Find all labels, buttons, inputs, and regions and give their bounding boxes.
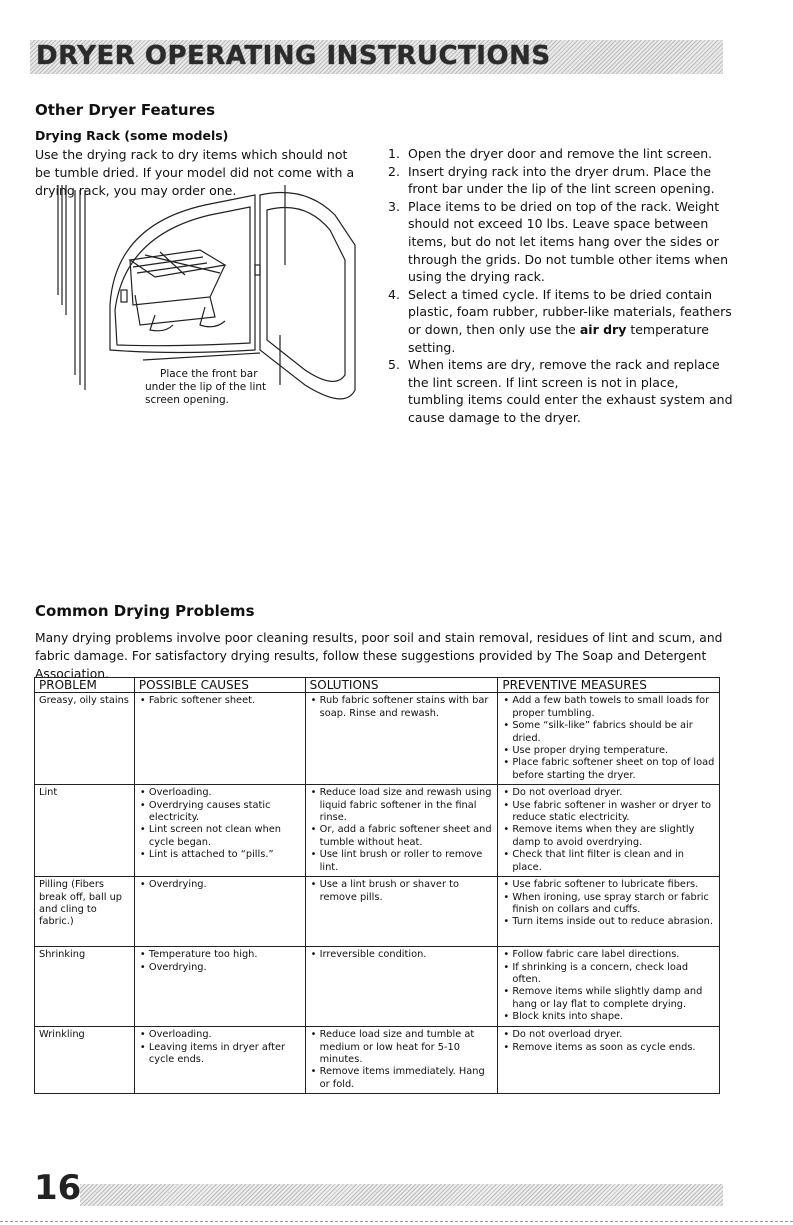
list-item: • Overloading. [139,1029,301,1041]
list-item: • Irreversible condition. [310,949,494,961]
measures-cell [498,1027,720,1094]
measures-cell [498,785,720,877]
causes-cell [134,785,305,877]
page-title: DRYER OPERATING INSTRUCTIONS [36,41,551,71]
list-item: • Do not overload dryer. [502,787,715,799]
problem-cell: Greasy, oily stains [35,693,135,785]
table-header: PROBLEM [35,678,135,693]
list-item: • Place fabric softener sheet on top of load before starting the dryer. [502,757,715,782]
list-item: • Remove items while slightly damp and hang or lay flat to complete drying. [502,986,715,1011]
causes-cell [134,1027,305,1094]
figure-caption-line-3: screen opening. [145,394,230,406]
common-problems-intro: Many drying problems involve poor cleaning results, poor soil and stain removal, residues of lint and scum, and fabric damage. For satisfactory drying results, follow these suggestions provided by The Soap and Detergent Association. [35,631,723,681]
problem-cell: Pilling (Fibers break off, ball up and cling to fabric.) [35,877,135,947]
drying-rack-steps [388,145,733,427]
problem-cell: Shrinking [35,947,135,1027]
list-item: • Use proper drying temperature. [502,745,715,757]
list-item: • Lint screen not clean when cycle began. [139,824,301,849]
step-4: 4. Select a timed cycle. If items to be dried contain plastic, foam rubber, rubber-like materials, feathers or down, then only use the air dry temperature setting. [388,286,732,355]
list-item: • Overdrying. [139,879,301,891]
problem-cell: Lint [35,785,135,877]
solutions-cell [305,1027,498,1094]
figure-caption-line-1: Place the front bar [160,368,258,380]
table-row [35,693,720,785]
table-header: PREVENTIVE MEASURES [498,678,720,693]
list-item: • Overdrying causes static electricity. [139,800,301,825]
measures-cell [498,693,720,785]
causes-cell [134,947,305,1027]
list-item: • Remove items when they are slightly damp to avoid overdrying. [502,824,715,849]
list-item: • Block knits into shape. [502,1011,715,1023]
table-header: POSSIBLE CAUSES [134,678,305,693]
footer-banner [80,1184,723,1206]
list-item: • Lint is attached to “pills.” [139,849,301,861]
list-item: • Use fabric softener in washer or dryer to reduce static electricity. [502,800,715,825]
table-row [35,1027,720,1094]
list-item: • When ironing, use spray starch or fabric finish on collars and cuffs. [502,892,715,917]
section-heading-other-features: Other Dryer Features [35,101,216,119]
list-item: • Leaving items in dryer after cycle ends. [139,1042,301,1067]
solutions-cell [305,947,498,1027]
page-number: 16 [34,1168,82,1208]
table-row [35,947,720,1027]
list-item: • Use fabric softener to lubricate fibers. [502,879,715,891]
page-bottom-rule [0,1221,793,1222]
measures-cell [498,947,720,1027]
list-item: • Or, add a fabric softener sheet and tumble without heat. [310,824,494,849]
list-item: • Overloading. [139,787,301,799]
table-row [35,877,720,947]
measures-cell [498,877,720,947]
section-heading-common-problems: Common Drying Problems [35,602,255,620]
table-header-row [35,678,720,693]
table-row [35,785,720,877]
causes-cell [134,693,305,785]
list-item: • Use a lint brush or shaver to remove pills. [310,879,494,904]
list-item: • Remove items immediately. Hang or fold. [310,1066,494,1091]
drying-rack-intro: Use the drying rack to dry items which should not be tumble dried. If your model did not come with a drying rack, you may order one. [35,147,355,198]
list-item: • Check that lint filter is clean and in place. [502,849,715,874]
solutions-cell [305,785,498,877]
list-item: • Use lint brush or roller to remove lint. [310,849,494,874]
drying-problems-table [34,677,720,1094]
list-item: • Rub fabric softener stains with bar soap. Rinse and rewash. [310,695,494,720]
list-item: • Reduce load size and tumble at medium or low heat for 5-10 minutes. [310,1029,494,1066]
problem-cell: Wrinkling [35,1027,135,1094]
list-item: • Remove items as soon as cycle ends. [502,1042,715,1054]
step-1: 1. Open the dryer door and remove the lint screen. [388,146,713,161]
table-header: SOLUTIONS [305,678,498,693]
list-item: • Do not overload dryer. [502,1029,715,1041]
solutions-cell [305,877,498,947]
list-item: • Follow fabric care label directions. [502,949,715,961]
solutions-cell [305,693,498,785]
subheading-drying-rack: Drying Rack (some models) [35,128,229,143]
step-5: 5. When items are dry, remove the rack and replace the lint screen. If lint screen is not in place, tumbling items could enter the exhaust system and cause damage to the dryer. [388,357,733,425]
list-item: • Turn items inside out to reduce abrasion. [502,916,715,928]
list-item: • Some “silk-like” fabrics should be air dried. [502,720,715,745]
list-item: • Add a few bath towels to small loads for proper tumbling. [502,695,715,720]
figure-caption-line-2: under the lip of the lint [145,381,267,393]
list-item: • If shrinking is a concern, check load often. [502,962,715,987]
list-item: • Overdrying. [139,962,301,974]
list-item: • Reduce load size and rewash using liquid fabric softener in the final rinse. [310,787,494,824]
causes-cell [134,877,305,947]
step-2: 2. Insert drying rack into the dryer drum. Place the front bar under the lip of the lint screen opening. [388,163,715,197]
step-3: 3. Place items to be dried on top of the rack. Weight should not exceed 10 lbs. Leave space between items, but do not let items hang over the sides or through the grids. Do not tumble other items when using the drying rack. [388,198,729,285]
list-item: • Temperature too high. [139,949,301,961]
title-banner [30,40,723,74]
list-item: • Fabric softener sheet. [139,695,301,707]
